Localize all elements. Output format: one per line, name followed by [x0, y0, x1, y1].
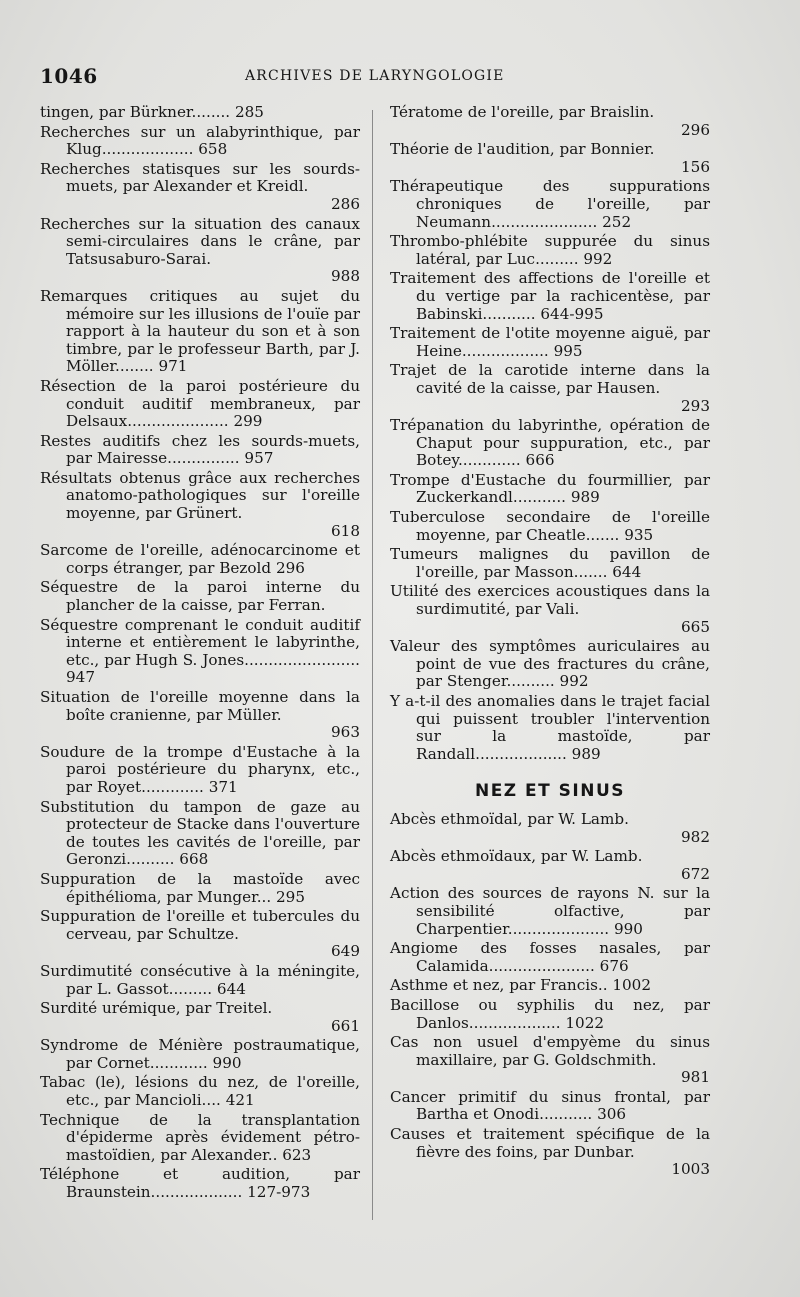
index-entry	[40, 1112, 360, 1165]
entry-title: Recherches statisques sur les sourds-muets, par Alexander et Kreidl.	[40, 159, 360, 196]
entry-title: Tabac (le), lésions du nez, de l'oreille, etc., par Mancioli....	[40, 1073, 360, 1110]
index-entry	[390, 638, 710, 691]
entry-page-number: 666	[525, 451, 555, 470]
entry-title: Trompe d'Eustache du fourmillier, par Zuckerkandl...........	[390, 470, 710, 507]
entry-title: Surdimutité consécutive à la méningite, par L. Gassot.........	[40, 961, 360, 998]
index-entry	[40, 871, 360, 906]
index-entry	[390, 940, 710, 975]
entry-title: Cas non usuel d'empyème du sinus maxillaire, par G. Goldschmith.	[390, 1033, 710, 1069]
entry-title: Thérapeutique des suppurations chroniques de l'oreille, par Neumann......................	[390, 177, 710, 231]
entry-page-number: 286	[331, 194, 360, 213]
entry-page-number: 947	[66, 668, 95, 687]
entry-title: Asthme et nez, par Francis..	[390, 976, 608, 995]
index-entry	[390, 811, 710, 846]
entry-title: Séquestre de la paroi interne du plancher de la caisse, par Ferran.	[40, 578, 360, 615]
index-entry	[390, 472, 710, 507]
entry-title: Séquestre comprenant le conduit auditif interne et entièrement le labyrinthe, etc., par Hugh S. Jones........................	[40, 615, 360, 669]
entry-page-number: 371	[208, 777, 238, 796]
right-column-oreille	[390, 104, 710, 763]
entry-page-number: 935	[624, 525, 654, 544]
index-entry	[40, 1074, 360, 1109]
entry-title: Y a-t-il des anomalies dans le trajet facial qui puissent troubler l'intervention sur la mastoïde, par Randall...................	[390, 692, 710, 763]
index-entry	[390, 997, 710, 1032]
entry-page-number: 623	[282, 1145, 312, 1164]
entry-page-number: 971	[158, 357, 188, 376]
left-column	[40, 104, 360, 1204]
index-entry	[40, 470, 360, 540]
entry-page-number: 285	[234, 103, 264, 121]
entry-page-number: 649	[331, 942, 360, 961]
entry-title: Soudure de la trompe d'Eustache à la paroi postérieure du pharynx, etc., par Royet.............	[40, 742, 360, 796]
index-entry	[390, 178, 710, 231]
entry-title: Restes auditifs chez les sourds-muets, par Mairesse...............	[40, 431, 360, 468]
entry-page-number: 672	[681, 864, 710, 883]
entry-page-number: 421	[225, 1091, 255, 1110]
index-entry	[390, 1034, 710, 1087]
entry-page-number: 156	[681, 157, 710, 176]
entry-title: Abcès ethmoïdal, par W. Lamb.	[390, 809, 629, 828]
entry-page-number: 296	[681, 120, 710, 139]
page-number: 1046	[40, 64, 98, 88]
index-entry	[40, 1166, 360, 1201]
entry-page-number: 992	[559, 672, 589, 691]
entry-page-number: 295	[276, 887, 305, 906]
entry-page-number: 990	[613, 919, 643, 938]
index-entry	[40, 744, 360, 797]
entry-page-number: 982	[681, 827, 710, 846]
entry-page-number: 296	[275, 558, 305, 577]
index-entry	[390, 325, 710, 360]
index-entry	[390, 270, 710, 323]
entry-title: Action des sources de rayons N. sur la sensibilité olfactive, par Charpentier.....................	[390, 884, 710, 938]
entry-page-number: 992	[583, 249, 613, 268]
entry-title: Abcès ethmoïdaux, par W. Lamb.	[390, 847, 643, 866]
index-entry	[390, 104, 710, 139]
index-entry	[390, 1089, 710, 1124]
entry-page-number: 644	[216, 979, 246, 998]
entry-page-number: 990	[212, 1053, 242, 1072]
index-entry	[390, 546, 710, 581]
index-entry	[40, 124, 360, 159]
entry-title: Traitement de l'otite moyenne aiguë, par Heine..................	[390, 324, 710, 360]
entry-title: Théorie de l'audition, par Bonnier.	[390, 140, 655, 159]
entry-page-number: 644	[612, 562, 642, 581]
entry-title: Recherches sur un alabyrinthique, par Klug...................	[40, 122, 360, 159]
entry-page-number: 658	[198, 140, 228, 159]
index-entry	[40, 104, 360, 122]
entry-title: Technique de la transplantation d'épiderme après évidement pétro-mastoïdien, par Alexander..	[40, 1110, 360, 1164]
entry-title: Surdité urémique, par Treitel.	[40, 999, 273, 1018]
entry-title: Tératome de l'oreille, par Braislin.	[390, 103, 655, 121]
entry-page-number: 306	[597, 1105, 627, 1124]
entry-title: Remarques critiques au sujet du mémoire sur les illusions de l'ouïe par rapport à la hauteur du son et à son timbre, par le professeur Barth, par J. Möller........	[40, 286, 360, 376]
entry-title: Angiome des fosses nasales, par Calamida......................	[390, 939, 710, 975]
entry-page-number: 661	[331, 1016, 360, 1035]
entry-page-number: 299	[233, 412, 263, 431]
entry-page-number: 676	[599, 956, 629, 975]
index-entry	[40, 617, 360, 687]
entry-page-number: 668	[179, 850, 209, 869]
index-entry	[40, 216, 360, 286]
index-entry	[40, 799, 360, 869]
entry-page-number: 981	[681, 1068, 710, 1087]
index-entry	[40, 378, 360, 431]
index-entry	[390, 362, 710, 415]
index-entry	[390, 233, 710, 268]
entry-title: tingen, par Bürkner........	[40, 103, 231, 121]
section-heading-nez-et-sinus: NEZ ET SINUS	[474, 781, 626, 802]
index-entry	[390, 509, 710, 544]
entry-title: Suppuration de la mastoïde avec épithélioma, par Munger...	[40, 869, 360, 906]
right-column-nez	[390, 811, 710, 1179]
right-column	[390, 104, 710, 1181]
entry-title: Trajet de la carotide interne dans la cavité de la caisse, par Hausen.	[390, 361, 710, 397]
index-entry	[390, 583, 710, 636]
index-entry	[390, 1126, 710, 1179]
entry-title: Thrombo-phlébite suppurée du sinus latéral, par Luc.........	[390, 232, 710, 268]
entry-page-number: 293	[681, 396, 710, 415]
index-entry	[390, 848, 710, 883]
running-title: ARCHIVES DE LARYNGOLOGIE	[245, 68, 505, 84]
entry-title: Recherches sur la situation des canaux semi-circulaires dans le crâne, par Tatsusaburo-Sarai.	[40, 214, 360, 268]
entry-title: Syndrome de Ménière postraumatique, par Cornet............	[40, 1036, 360, 1072]
entry-page-number: 127-973	[247, 1183, 311, 1202]
index-entry	[40, 433, 360, 468]
entry-page-number: 989	[570, 488, 600, 507]
index-entry	[40, 1000, 360, 1035]
index-entry	[390, 977, 710, 995]
index-entry	[40, 161, 360, 214]
entry-title: Substitution du tampon de gaze au protecteur de Stacke dans l'ouverture de toutes les cavités de l'oreille, par Geronzi..........	[40, 797, 360, 869]
index-entry	[390, 141, 710, 176]
index-entry	[40, 689, 360, 742]
index-entry	[390, 693, 710, 763]
entry-page-number: 995	[553, 341, 583, 360]
entry-title: Résection de la paroi postérieure du conduit auditif membraneux, par Delsaux.....................	[40, 376, 360, 431]
page-header	[40, 64, 770, 88]
entry-title: Situation de l'oreille moyenne dans la boîte cranienne, par Müller.	[40, 688, 360, 724]
entry-title: Cancer primitif du sinus frontal, par Bartha et Onodi...........	[390, 1087, 710, 1124]
entry-title: Causes et traitement spécifique de la fièvre des foins, par Dunbar.	[390, 1125, 710, 1161]
entry-title: Trépanation du labyrinthe, opération de Chaput pour suppuration, etc., par Botey.............	[390, 416, 710, 470]
entry-title: Traitement des affections de l'oreille et du vertige par la rachicentèse, par Babinski...........	[390, 269, 710, 323]
entry-title: Téléphone et audition, par Braunstein...................	[40, 1165, 360, 1202]
entry-title: Résultats obtenus grâce aux recherches anatomo-pathologiques sur l'oreille moyenne, par Grünert.	[40, 468, 360, 523]
entry-title: Sarcome de l'oreille, adénocarcinome et corps étranger, par Bezold	[40, 541, 360, 577]
entry-page-number: 644-995	[540, 304, 604, 323]
index-entry	[40, 542, 360, 577]
entry-title: Bacillose ou syphilis du nez, par Danlos...................	[390, 995, 710, 1032]
entry-page-number: 957	[244, 449, 274, 468]
index-entry	[390, 417, 710, 470]
entry-page-number: 989	[571, 744, 601, 763]
column-divider	[372, 110, 373, 1220]
entry-page-number: 618	[331, 521, 360, 540]
entry-title: Valeur des symptômes auriculaires au point de vue des fractures du crâne, par Stenger..........	[390, 637, 710, 691]
entry-page-number: 1022	[565, 1013, 605, 1032]
index-entry	[40, 579, 360, 614]
entry-page-number: 988	[331, 267, 360, 286]
index-entry	[390, 885, 710, 938]
entry-page-number: 252	[602, 212, 632, 231]
entry-title: Utilité des exercices acoustiques dans la surdimutité, par Vali.	[390, 582, 710, 619]
index-entry	[40, 1037, 360, 1072]
entry-page-number: 665	[681, 617, 710, 636]
entry-title: Suppuration de l'oreille et tubercules du cerveau, par Schultze.	[40, 907, 360, 943]
entry-page-number: 1002	[612, 976, 652, 995]
index-entry	[40, 963, 360, 998]
entry-title: Tumeurs malignes du pavillon de l'oreille, par Masson.......	[390, 545, 710, 581]
entry-page-number: 1003	[671, 1160, 710, 1179]
entry-page-number: 963	[331, 723, 360, 742]
index-entry	[40, 288, 360, 376]
index-entry	[40, 908, 360, 961]
entry-title: Tuberculose secondaire de l'oreille moyenne, par Cheatle.......	[390, 508, 710, 544]
